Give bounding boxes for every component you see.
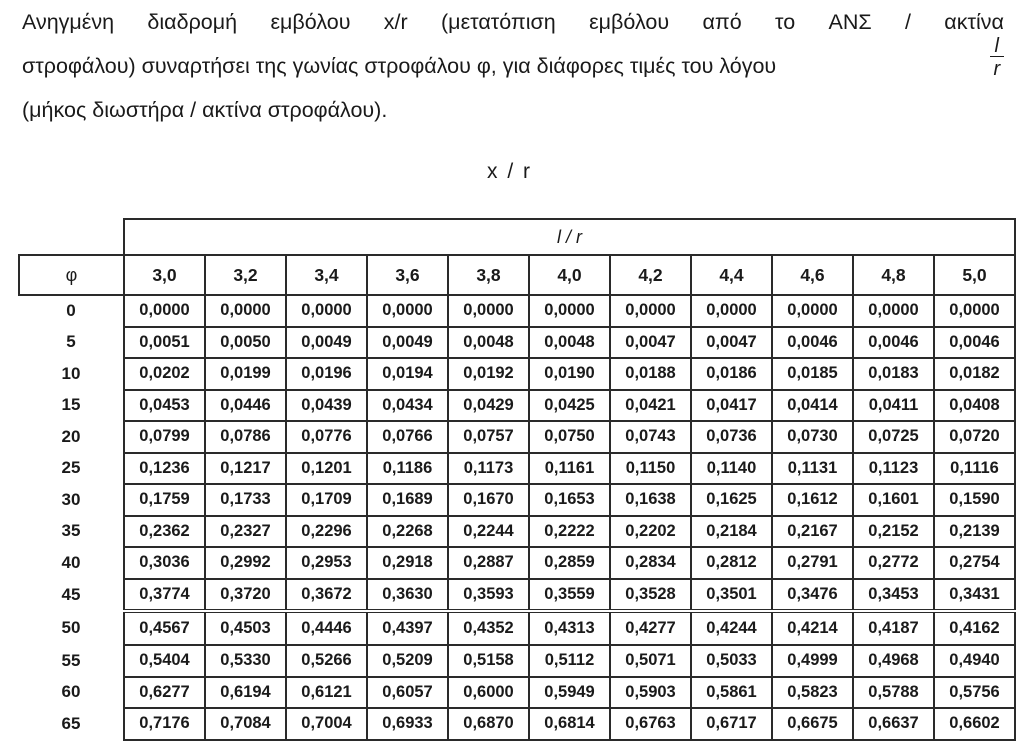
value-cell: 0,7004	[286, 708, 367, 740]
value-cell: 0,4567	[124, 611, 205, 645]
table-row	[19, 421, 1015, 453]
value-cell: 0,0196	[286, 358, 367, 390]
value-cell: 0,1625	[691, 484, 772, 516]
value-cell: 0,0188	[610, 358, 691, 390]
table-row	[19, 579, 1015, 612]
value-cell: 0,4244	[691, 611, 772, 645]
value-cell: 0,1150	[610, 453, 691, 485]
value-cell: 0,7084	[205, 708, 286, 740]
value-cell: 0,4313	[529, 611, 610, 645]
value-cell: 0,2244	[448, 516, 529, 548]
value-cell: 0,0000	[691, 295, 772, 327]
value-cell: 0,6814	[529, 708, 610, 740]
value-cell: 0,0050	[205, 327, 286, 359]
value-cell: 0,0439	[286, 390, 367, 422]
description-paragraph	[22, 0, 1004, 132]
value-cell: 0,1201	[286, 453, 367, 485]
value-cell: 0,0429	[448, 390, 529, 422]
value-cell: 0,5788	[853, 677, 934, 709]
value-cell: 0,6000	[448, 677, 529, 709]
description-text: στροφάλου) συναρτήσει της γωνίας στροφάλου φ, για διάφορες τιμές του λόγου	[22, 54, 777, 78]
value-cell: 0,0049	[286, 327, 367, 359]
description-word: x/r	[383, 10, 408, 34]
value-cell: 0,4214	[772, 611, 853, 645]
value-cell: 0,0192	[448, 358, 529, 390]
group-header-l-over-r: l / r	[124, 219, 1015, 255]
table-title: x / r	[487, 160, 532, 183]
phi-cell: 30	[19, 484, 124, 516]
fraction-denominator: r	[993, 58, 1001, 80]
value-cell: 0,0799	[124, 421, 205, 453]
phi-cell: 60	[19, 677, 124, 709]
value-cell: 0,4397	[367, 611, 448, 645]
value-cell: 0,0046	[853, 327, 934, 359]
table-row	[19, 295, 1015, 327]
value-cell: 0,1733	[205, 484, 286, 516]
value-cell: 0,0000	[853, 295, 934, 327]
value-cell: 0,0446	[205, 390, 286, 422]
value-cell: 0,6277	[124, 677, 205, 709]
column-header: 4,4	[691, 255, 772, 295]
table-row	[19, 327, 1015, 359]
value-cell: 0,2887	[448, 547, 529, 579]
table-corner	[19, 219, 124, 255]
value-cell: 0,6763	[610, 708, 691, 740]
description-word: εμβόλου	[589, 10, 670, 34]
phi-cell: 55	[19, 645, 124, 677]
value-cell: 0,0000	[529, 295, 610, 327]
table-row	[19, 453, 1015, 485]
phi-cell: 50	[19, 611, 124, 645]
value-cell: 0,4187	[853, 611, 934, 645]
value-cell: 0,5266	[286, 645, 367, 677]
value-cell: 0,1601	[853, 484, 934, 516]
column-header: 3,2	[205, 255, 286, 295]
table-row	[19, 708, 1015, 740]
value-cell: 0,2327	[205, 516, 286, 548]
value-cell: 0,1590	[934, 484, 1015, 516]
value-cell: 0,3453	[853, 579, 934, 612]
value-cell: 0,6933	[367, 708, 448, 740]
value-cell: 0,3476	[772, 579, 853, 612]
value-cell: 0,0000	[772, 295, 853, 327]
phi-cell: 15	[19, 390, 124, 422]
column-header: 3,6	[367, 255, 448, 295]
description-line-2	[22, 35, 1004, 88]
value-cell: 0,2859	[529, 547, 610, 579]
value-cell: 0,0049	[367, 327, 448, 359]
value-cell: 0,1638	[610, 484, 691, 516]
value-cell: 0,5033	[691, 645, 772, 677]
value-cell: 0,0000	[934, 295, 1015, 327]
row-header-phi: φ	[19, 255, 124, 295]
value-cell: 0,3774	[124, 579, 205, 612]
value-cell: 0,0186	[691, 358, 772, 390]
value-cell: 0,2772	[853, 547, 934, 579]
description-word: ΑΝΣ	[828, 10, 872, 34]
value-cell: 0,0000	[610, 295, 691, 327]
table-row	[19, 390, 1015, 422]
value-cell: 0,3630	[367, 579, 448, 612]
value-cell: 0,4277	[610, 611, 691, 645]
value-cell: 0,0425	[529, 390, 610, 422]
value-cell: 0,1759	[124, 484, 205, 516]
value-cell: 0,0757	[448, 421, 529, 453]
value-cell: 0,3672	[286, 579, 367, 612]
value-cell: 0,4352	[448, 611, 529, 645]
description-text: (μήκος διωστήρα / ακτίνα στροφάλου).	[22, 98, 388, 122]
value-cell: 0,3431	[934, 579, 1015, 612]
value-cell: 0,0414	[772, 390, 853, 422]
value-cell: 0,3720	[205, 579, 286, 612]
value-cell: 0,6057	[367, 677, 448, 709]
table-row	[19, 358, 1015, 390]
description-word: ακτίνα	[944, 10, 1004, 34]
phi-cell: 10	[19, 358, 124, 390]
table-row	[19, 516, 1015, 548]
value-cell: 0,2953	[286, 547, 367, 579]
phi-cell: 20	[19, 421, 124, 453]
value-cell: 0,6717	[691, 708, 772, 740]
value-cell: 0,1217	[205, 453, 286, 485]
value-cell: 0,0048	[448, 327, 529, 359]
value-cell: 0,2222	[529, 516, 610, 548]
value-cell: 0,0720	[934, 421, 1015, 453]
column-header: 4,0	[529, 255, 610, 295]
value-cell: 0,4503	[205, 611, 286, 645]
value-cell: 0,0000	[448, 295, 529, 327]
value-cell: 0,0047	[610, 327, 691, 359]
value-cell: 0,0185	[772, 358, 853, 390]
phi-cell: 45	[19, 579, 124, 612]
value-cell: 0,1131	[772, 453, 853, 485]
value-cell: 0,1689	[367, 484, 448, 516]
value-cell: 0,5756	[934, 677, 1015, 709]
value-cell: 0,0411	[853, 390, 934, 422]
value-cell: 0,5949	[529, 677, 610, 709]
value-cell: 0,2812	[691, 547, 772, 579]
value-cell: 0,3036	[124, 547, 205, 579]
value-cell: 0,0183	[853, 358, 934, 390]
description-word: από	[702, 10, 742, 34]
value-cell: 0,1173	[448, 453, 529, 485]
value-cell: 0,5158	[448, 645, 529, 677]
value-cell: 0,7176	[124, 708, 205, 740]
value-cell: 0,5209	[367, 645, 448, 677]
value-cell: 0,0000	[124, 295, 205, 327]
value-cell: 0,0408	[934, 390, 1015, 422]
column-header: 4,2	[610, 255, 691, 295]
value-cell: 0,5404	[124, 645, 205, 677]
table-row	[19, 547, 1015, 579]
value-cell: 0,5071	[610, 645, 691, 677]
value-cell: 0,0000	[286, 295, 367, 327]
value-cell: 0,4162	[934, 611, 1015, 645]
value-cell: 0,2362	[124, 516, 205, 548]
description-word: εμβόλου	[270, 10, 351, 34]
value-cell: 0,2992	[205, 547, 286, 579]
value-cell: 0,0199	[205, 358, 286, 390]
value-cell: 0,0051	[124, 327, 205, 359]
value-cell: 0,2184	[691, 516, 772, 548]
description-word: Ανηγμένη	[22, 10, 115, 34]
value-cell: 0,0417	[691, 390, 772, 422]
value-cell: 0,2754	[934, 547, 1015, 579]
value-cell: 0,0202	[124, 358, 205, 390]
value-cell: 0,2296	[286, 516, 367, 548]
value-cell: 0,2152	[853, 516, 934, 548]
value-cell: 0,0453	[124, 390, 205, 422]
column-header: 3,0	[124, 255, 205, 295]
value-cell: 0,5330	[205, 645, 286, 677]
value-cell: 0,2139	[934, 516, 1015, 548]
value-cell: 0,0048	[529, 327, 610, 359]
phi-cell: 5	[19, 327, 124, 359]
value-cell: 0,3593	[448, 579, 529, 612]
column-header: 3,8	[448, 255, 529, 295]
value-cell: 0,0047	[691, 327, 772, 359]
value-cell: 0,1123	[853, 453, 934, 485]
column-header: 4,6	[772, 255, 853, 295]
value-cell: 0,5823	[772, 677, 853, 709]
value-cell: 0,0730	[772, 421, 853, 453]
value-cell: 0,3501	[691, 579, 772, 612]
description-word: διαδρομή	[147, 10, 238, 34]
description-word: το	[775, 10, 796, 34]
value-cell: 0,1670	[448, 484, 529, 516]
description-line-3	[22, 88, 1004, 132]
value-cell: 0,0000	[367, 295, 448, 327]
value-cell: 0,6870	[448, 708, 529, 740]
ratio-fraction	[990, 36, 1004, 80]
fraction-numerator: l	[990, 36, 1004, 57]
value-cell: 0,4999	[772, 645, 853, 677]
phi-cell: 25	[19, 453, 124, 485]
description-word: /	[904, 10, 911, 34]
value-cell: 0,0046	[772, 327, 853, 359]
value-cell: 0,3559	[529, 579, 610, 612]
value-cell: 0,6675	[772, 708, 853, 740]
table-row	[19, 484, 1015, 516]
table-row	[19, 611, 1015, 645]
value-cell: 0,0000	[205, 295, 286, 327]
value-cell: 0,1116	[934, 453, 1015, 485]
value-cell: 0,6121	[286, 677, 367, 709]
value-cell: 0,0190	[529, 358, 610, 390]
value-cell: 0,0434	[367, 390, 448, 422]
value-cell: 0,2167	[772, 516, 853, 548]
value-cell: 0,0046	[934, 327, 1015, 359]
value-cell: 0,0786	[205, 421, 286, 453]
value-cell: 0,4446	[286, 611, 367, 645]
value-cell: 0,1236	[124, 453, 205, 485]
value-cell: 0,1653	[529, 484, 610, 516]
table-row	[19, 677, 1015, 709]
value-cell: 0,2202	[610, 516, 691, 548]
phi-cell: 35	[19, 516, 124, 548]
value-cell: 0,1140	[691, 453, 772, 485]
phi-cell: 0	[19, 295, 124, 327]
value-cell: 0,0182	[934, 358, 1015, 390]
value-cell: 0,0725	[853, 421, 934, 453]
value-cell: 0,4940	[934, 645, 1015, 677]
value-cell: 0,2791	[772, 547, 853, 579]
value-cell: 0,0743	[610, 421, 691, 453]
value-cell: 0,0421	[610, 390, 691, 422]
description-line-1	[22, 0, 1004, 44]
value-cell: 0,2834	[610, 547, 691, 579]
value-cell: 0,0776	[286, 421, 367, 453]
value-cell: 0,0750	[529, 421, 610, 453]
value-cell: 0,1161	[529, 453, 610, 485]
phi-cell: 40	[19, 547, 124, 579]
value-cell: 0,4968	[853, 645, 934, 677]
value-cell: 0,0194	[367, 358, 448, 390]
value-cell: 0,2918	[367, 547, 448, 579]
value-cell: 0,6637	[853, 708, 934, 740]
value-cell: 0,6194	[205, 677, 286, 709]
value-cell: 0,1612	[772, 484, 853, 516]
value-cell: 0,3528	[610, 579, 691, 612]
column-header: 5,0	[934, 255, 1015, 295]
value-cell: 0,5861	[691, 677, 772, 709]
phi-cell: 65	[19, 708, 124, 740]
value-cell: 0,0736	[691, 421, 772, 453]
value-cell: 0,5903	[610, 677, 691, 709]
value-cell: 0,5112	[529, 645, 610, 677]
value-cell: 0,6602	[934, 708, 1015, 740]
table-row	[19, 645, 1015, 677]
value-cell: 0,1186	[367, 453, 448, 485]
displacement-table	[18, 218, 1016, 741]
value-cell: 0,1709	[286, 484, 367, 516]
value-cell: 0,0766	[367, 421, 448, 453]
value-cell: 0,2268	[367, 516, 448, 548]
column-header: 3,4	[286, 255, 367, 295]
description-word: (μετατόπιση	[441, 10, 556, 34]
column-header: 4,8	[853, 255, 934, 295]
